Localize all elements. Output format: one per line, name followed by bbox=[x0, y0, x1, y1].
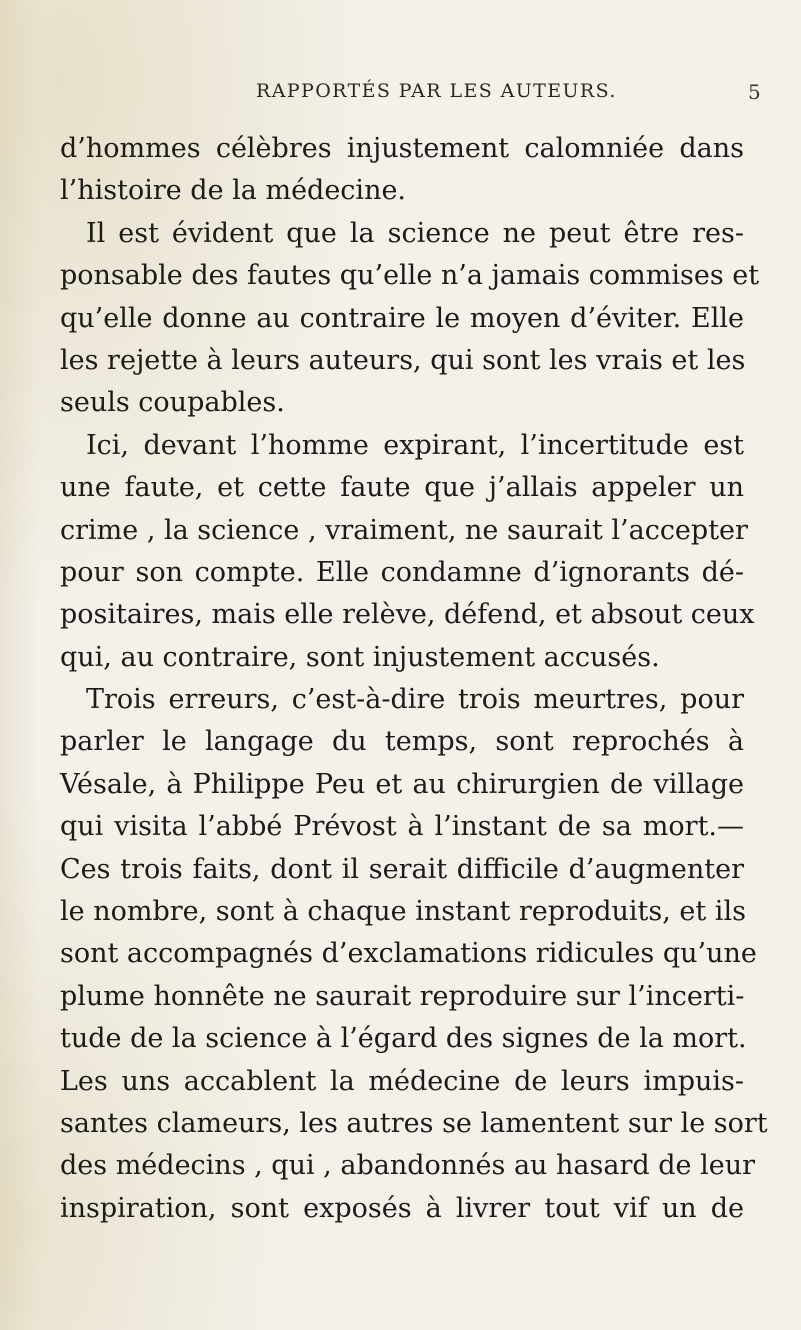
text-line: Les uns accablent la médecine de leurs impuis- bbox=[60, 1065, 744, 1097]
text-line: Vésale, à Philippe Peu et au chirurgien de village bbox=[60, 768, 744, 800]
text-line: le nombre, sont à chaque instant reproduits, et ils bbox=[60, 896, 746, 928]
text-line: les rejette à leurs auteurs, qui sont les vrais et les bbox=[60, 344, 746, 376]
text-line: crime , la science , vraiment, ne saurait l’accepter bbox=[60, 514, 748, 546]
text-line: ponsable des fautes qu’elle n’a jamais commises et bbox=[60, 260, 760, 292]
text-line: sont accompagnés d’exclamations ridicules qu’une bbox=[60, 938, 757, 970]
text-line: plume honnête ne saurait reproduire sur l’incerti- bbox=[60, 980, 745, 1012]
text-line: des médecins , qui , abandonnés au hasard de leur bbox=[60, 1150, 755, 1182]
paragraph-start-line: Il est évident que la science ne peut être res- bbox=[86, 217, 744, 249]
text-line: pour son compte. Elle condamne d’ignorants dé- bbox=[60, 556, 744, 588]
text-line: qu’elle donne au contraire le moyen d’éviter. Elle bbox=[60, 302, 744, 334]
text-line: santes clameurs, les autres se lamentent sur le sort bbox=[60, 1107, 768, 1139]
running-head bbox=[0, 80, 801, 110]
text-line: une faute, et cette faute que j’allais appeler un bbox=[60, 472, 744, 504]
text-line: d’hommes célèbres injustement calomniée dans bbox=[60, 133, 744, 164]
text-line: Ces trois faits, dont il serait difficile d’augmenter bbox=[60, 853, 744, 885]
text-line: tude de la science à l’égard des signes de la mort. bbox=[60, 1023, 747, 1055]
text-line: seuls coupables. bbox=[60, 387, 285, 419]
text-line: qui, au contraire, sont injustement accusés. bbox=[60, 641, 660, 673]
text-line: l’histoire de la médecine. bbox=[60, 175, 407, 207]
text-line: qui visita l’abbé Prévost à l’instant de sa mort.— bbox=[60, 811, 744, 843]
text-line: parler le langage du temps, sont reprochés à bbox=[60, 726, 744, 758]
page-number: 5 bbox=[748, 80, 761, 104]
body-text bbox=[60, 128, 768, 1230]
text-line: inspiration, sont exposés à livrer tout vif un de bbox=[60, 1192, 744, 1224]
paragraph-start-line: Ici, devant l’homme expirant, l’incertitude est bbox=[86, 429, 744, 461]
text-line: positaires, mais elle relève, défend, et absout ceux bbox=[60, 599, 755, 631]
paragraph-start-line: Trois erreurs, c’est-à-dire trois meurtres, pour bbox=[86, 684, 744, 716]
running-title: RAPPORTÉS PAR LES AUTEURS. bbox=[256, 80, 617, 102]
